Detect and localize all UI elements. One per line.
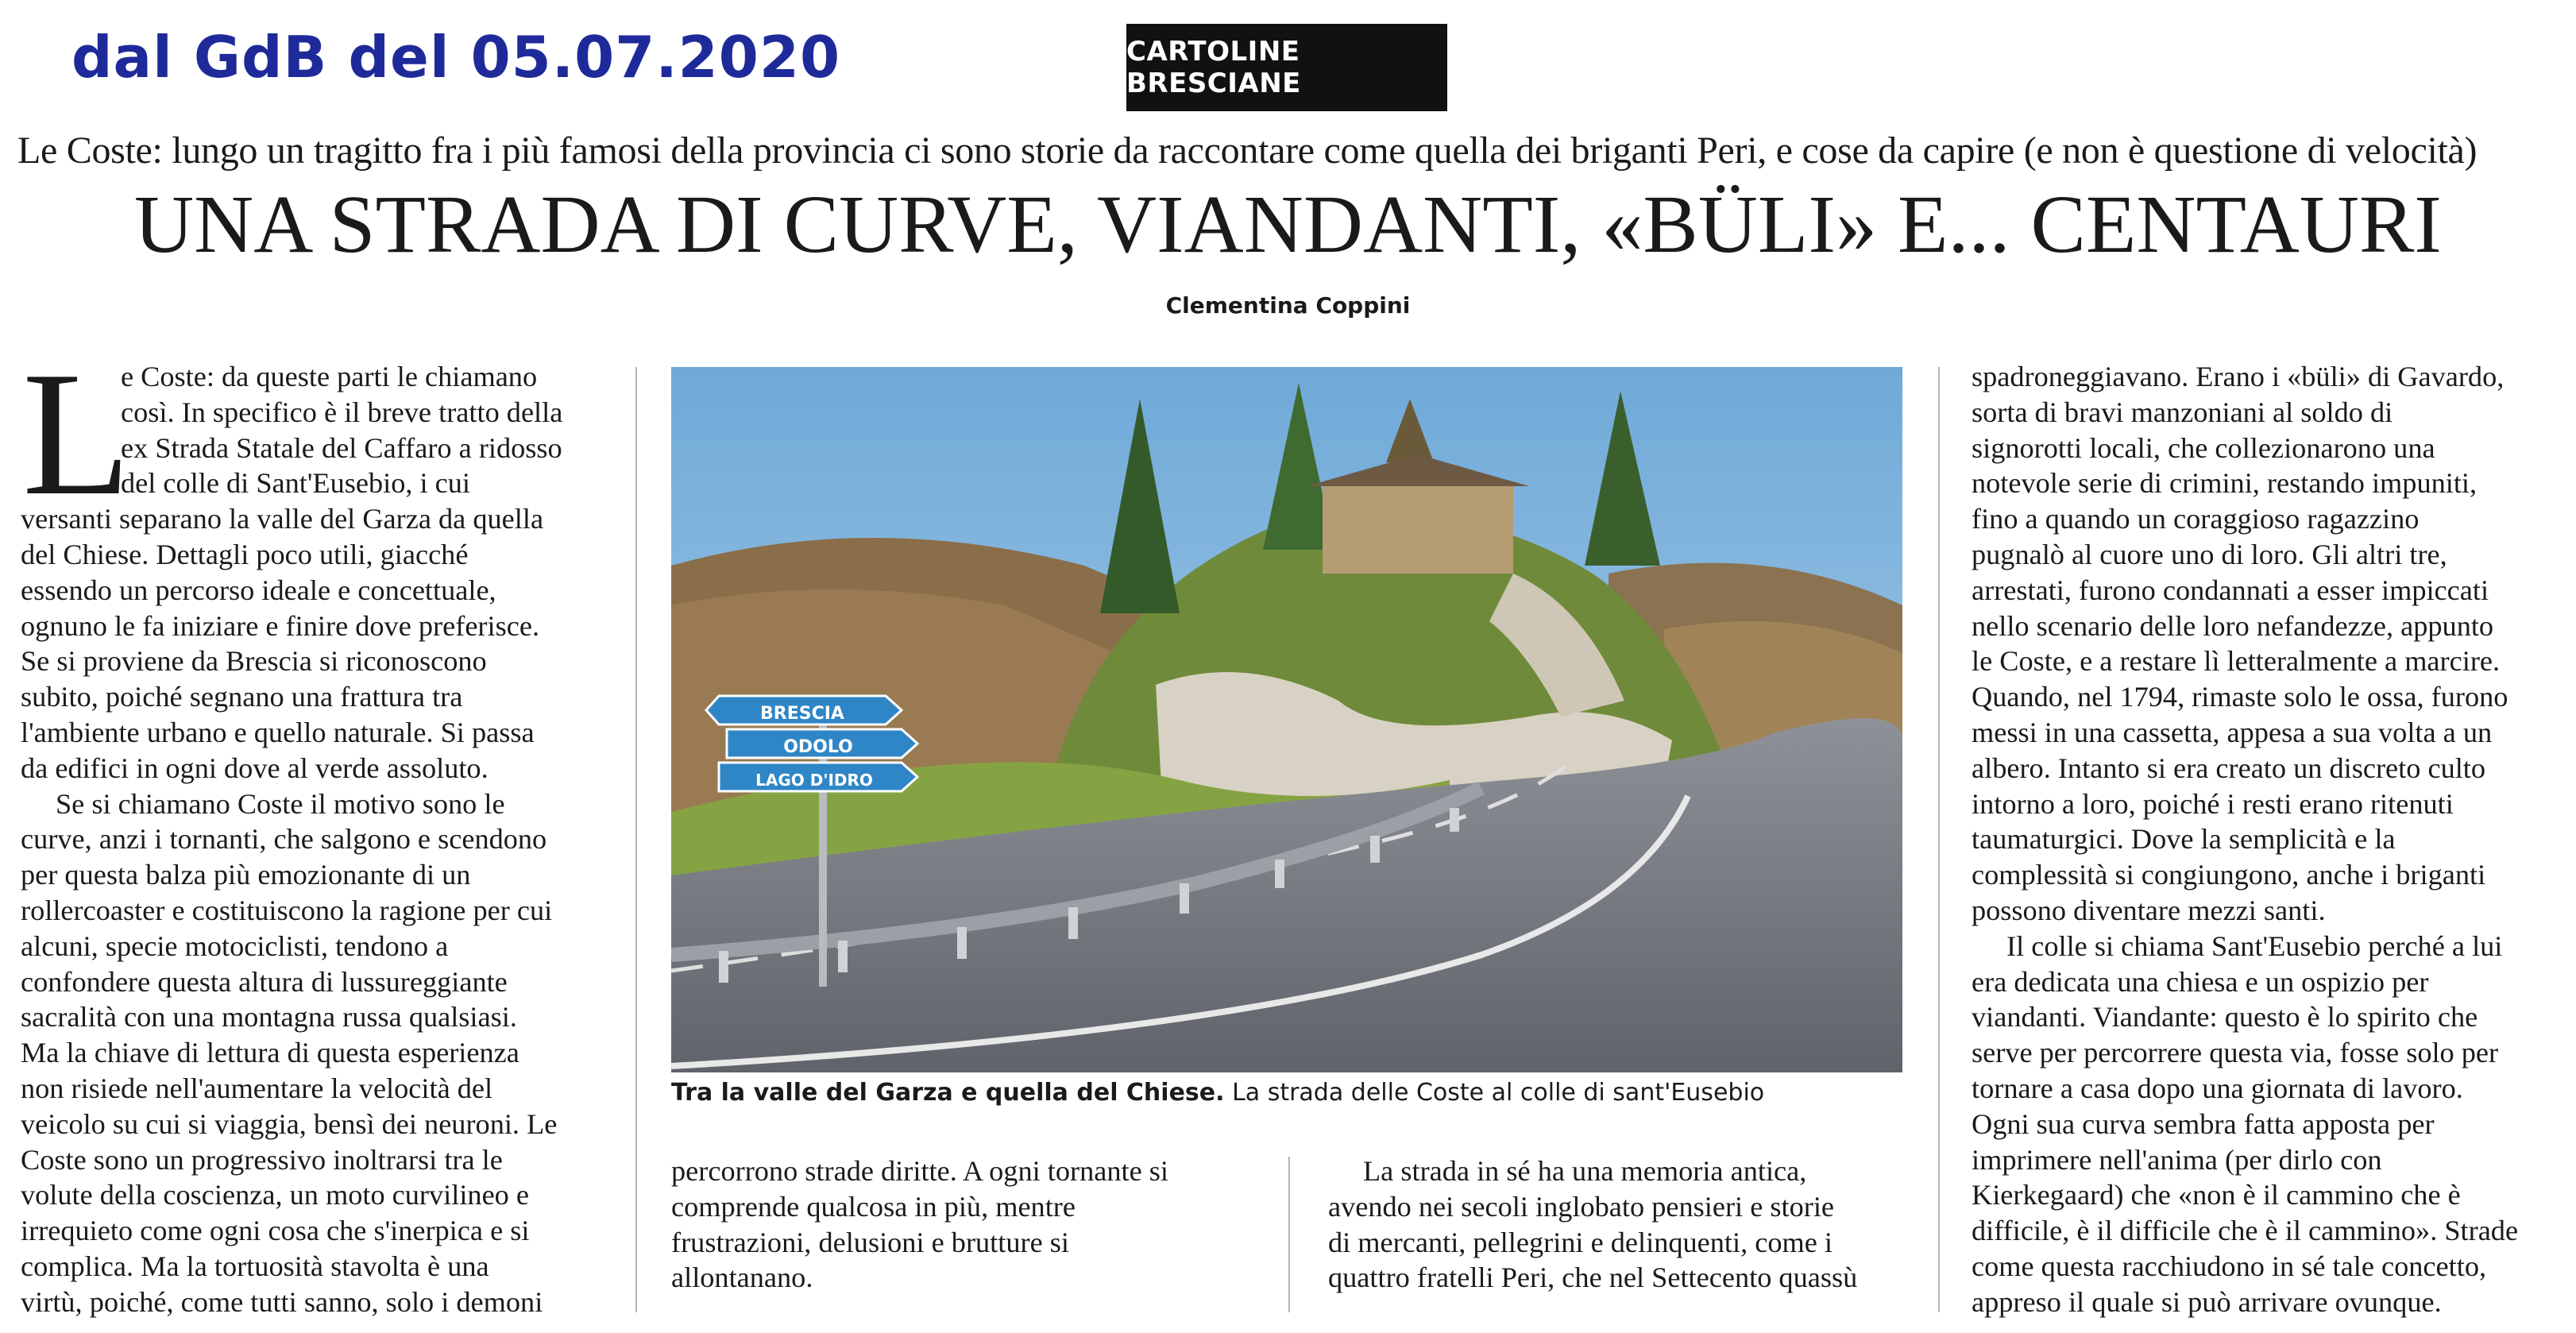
headline: UNA STRADA DI CURVE, VIANDANTI, «BÜLI» E... CENTAURI	[134, 179, 2442, 270]
text-line: per questa balza più emozionante di un	[21, 859, 471, 891]
text-line: del colle di Sant'Eusebio, i cui	[121, 467, 470, 500]
text-line: alcuni, specie motociclisti, tendono a	[21, 929, 449, 962]
column-rule	[635, 367, 637, 1312]
text-line: fino a quando un coraggioso ragazzino	[1972, 503, 2420, 535]
text-line: complessità si congiungono, anche i briganti	[1972, 859, 2486, 891]
text-line: da edifici in ogni dove al verde assoluto.	[21, 752, 489, 784]
text-line: rollercoaster e costituiscono la ragione per cui	[21, 894, 553, 926]
text-line: veicolo su cui si viaggia, bensì dei neuroni. Le	[21, 1107, 558, 1140]
text-line: non risiede nell'aumentare la velocità del	[21, 1072, 493, 1104]
text-line: Se si proviene da Brescia si riconoscono	[21, 645, 487, 678]
byline: Clementina Coppini	[1165, 292, 1411, 319]
text-line: le Coste, e a restare lì letteralmente a marcire.	[1972, 645, 2501, 678]
text-line: come questa racchiudono in sé tale concetto,	[1972, 1250, 2487, 1282]
text-line: ex Strada Statale del Caffaro a ridosso	[121, 431, 562, 464]
text-line: appreso il quale si può arrivare ovunque.	[1972, 1285, 2442, 1318]
text-line: percorrono strade diritte. A ogni tornante si	[671, 1155, 1168, 1187]
newspaper-source-date: dal GdB del 05.07.2020	[71, 24, 841, 91]
text-line: quattro fratelli Peri, che nel Settecento quassù	[1328, 1262, 1858, 1294]
text-line: Se si chiamano Coste il motivo sono le	[56, 787, 505, 820]
text-line: imprimere nell'anima (per dirlo con	[1972, 1143, 2382, 1176]
text-line: volute della coscienza, un moto curvilineo e	[21, 1179, 530, 1211]
text-line: virtù, poiché, come tutti sanno, solo i demoni	[21, 1285, 543, 1318]
text-line: Il colle si chiama Sant'Eusebio perché a lui	[2006, 929, 2503, 962]
text-line: comprende qualcosa in più, mentre	[671, 1190, 1076, 1223]
text-line: albero. Intanto si era creato un discreto culto	[1972, 752, 2486, 784]
text-line: era dedicata una chiesa e un ospizio per	[1972, 965, 2429, 998]
article-column-1	[21, 359, 608, 1320]
article-column-3	[1328, 1153, 1932, 1296]
text-line: spadroneggiavano. Erano i «büli» di Gavardo,	[1972, 361, 2505, 392]
text-line: Coste sono un progressivo inoltrarsi tra le	[21, 1143, 503, 1176]
text-line: La strada in sé ha una memoria antica,	[1363, 1155, 1807, 1187]
text-line: messi in una cassetta, appesa a sua volta a un	[1972, 716, 2493, 748]
column-rule	[1288, 1157, 1290, 1312]
text-line: di mercanti, pellegrini e delinquenti, come i	[1328, 1226, 1833, 1258]
text-line: pugnalò al cuore uno di loro. Gli altri tre,	[1972, 538, 2447, 570]
text-line: curve, anzi i tornanti, che salgono e scendono	[21, 823, 547, 856]
text-line: difficile, è il difficile che è il cammino». Strade	[1972, 1215, 2519, 1247]
text-line: sacralità con una montagna russa qualsiasi.	[21, 1001, 517, 1034]
direction-signs	[706, 696, 917, 791]
section-badge: CARTOLINE BRESCIANE	[1126, 24, 1447, 111]
column-rule	[1938, 367, 1940, 1312]
text-line: subito, poiché segnano una frattura tra	[21, 681, 463, 713]
text-line: tornare a casa dopo una giornata di lavoro.	[1972, 1072, 2463, 1104]
text-line: ognuno le fa iniziare e finire dove preferisce.	[21, 609, 540, 642]
photo-caption	[671, 1079, 1910, 1107]
text-line: versanti separano la valle del Garza da quella	[21, 503, 544, 535]
text-line: intorno a loro, poiché i resti erano ritenuti	[1972, 787, 2454, 820]
text-line: viandanti. Viandante: questo è lo spirito che	[1972, 1001, 2478, 1034]
sign-lago-d-idro: LAGO D'IDRO	[755, 771, 873, 790]
text-line: e Coste: da queste parti le chiamano	[121, 361, 538, 392]
text-line: allontanano.	[671, 1262, 813, 1294]
text-line: Kierkegaard) che «non è il cammino che è	[1972, 1179, 2461, 1211]
text-line: sorta di bravi manzoniani al soldo di	[1972, 396, 2393, 428]
drop-cap: L	[22, 335, 131, 532]
text-line: l'ambiente urbano e quello naturale. Si passa	[21, 716, 535, 748]
text-line: Ma la chiave di lettura di questa esperienza	[21, 1037, 519, 1069]
text-line: confondere questa altura di lussureggiante	[21, 965, 508, 998]
text-line: taumaturgici. Dove la semplicità e la	[1972, 823, 2396, 856]
text-line: del Chiese. Dettagli poco utili, giacché	[21, 538, 469, 570]
article-column-4	[1972, 359, 2567, 1320]
text-line: così. In specifico è il breve tratto della	[121, 396, 563, 428]
text-line: arrestati, furono condannati a esser impiccati	[1972, 574, 2489, 606]
caption-text: La strada delle Coste al colle di sant'Eusebio	[1224, 1079, 1765, 1107]
text-line: avendo nei secoli inglobato pensieri e storie	[1328, 1190, 1835, 1223]
text-line: Ogni sua curva sembra fatta apposta per	[1972, 1107, 2435, 1140]
text-line: nello scenario delle loro nefandezze, appunto	[1972, 609, 2494, 642]
text-line: serve per percorrere questa via, fosse solo per	[1972, 1037, 2499, 1069]
article-photo	[671, 367, 1902, 1072]
road-landscape-illustration	[671, 367, 1902, 1072]
text-line: notevole serie di crimini, restando impuniti,	[1972, 467, 2478, 500]
caption-bold: Tra la valle del Garza e quella del Chiese.	[671, 1079, 1225, 1107]
text-line: complica. Ma la tortuosità stavolta è una	[21, 1250, 489, 1282]
text-line: signorotti locali, che collezionarono una	[1972, 431, 2435, 464]
text-line: frustrazioni, delusioni e brutture si	[671, 1226, 1069, 1258]
text-line: irrequieto come ogni cosa che s'inerpica e si	[21, 1215, 530, 1247]
article-column-2	[671, 1153, 1275, 1296]
kicker-subheadline: Le Coste: lungo un tragitto fra i più famosi della provincia ci sono storie da raccontare come quella dei briganti Peri, e cose da capire (e non è questione di velocità)	[17, 129, 2478, 172]
text-line: essendo un percorso ideale e concettuale,	[21, 574, 496, 606]
text-line: possono diventare mezzi santi.	[1972, 894, 2326, 926]
text-line: Quando, nel 1794, rimaste solo le ossa, furono	[1972, 681, 2508, 713]
sign-brescia: BRESCIA	[760, 704, 844, 724]
sign-odolo: ODOLO	[783, 737, 853, 757]
